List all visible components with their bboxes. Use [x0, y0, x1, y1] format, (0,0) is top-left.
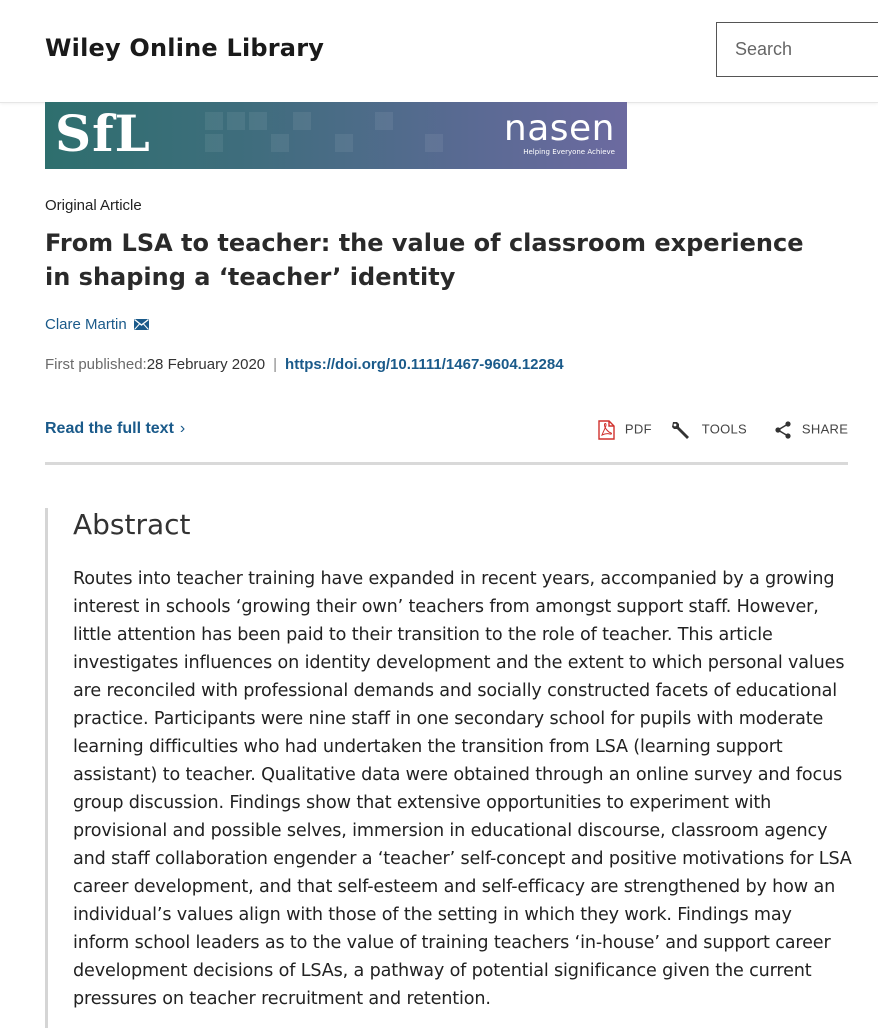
read-full-text-link[interactable] — [45, 420, 185, 438]
search-input[interactable] — [717, 23, 878, 76]
share-icon — [774, 421, 802, 436]
doi-link[interactable]: https://doi.org/10.1111/1467-9604.12284 — [285, 356, 564, 373]
share-button[interactable] — [774, 420, 848, 440]
pdf-icon — [598, 421, 625, 436]
site-header — [0, 0, 878, 103]
publisher-logo: nasen — [503, 108, 615, 149]
tools-button[interactable] — [670, 420, 747, 440]
search-box[interactable] — [716, 22, 878, 77]
pdf-label: PDF — [624, 421, 652, 437]
chevron-right-icon: › — [179, 420, 186, 437]
read-full-text-label: Read the full text — [45, 420, 174, 437]
site-logo[interactable]: Wiley Online Library — [45, 34, 325, 62]
article-type: Original Article — [45, 197, 142, 214]
abstract-text: Routes into teacher training have expanded in recent years, accompanied by a growing interest in schools ‘growing their own’ teachers from amongst support staff. However, little attention has been paid to their transition to the role of teacher. This article investigates influences on identity development and the extent to which personal values are reconciled with professional demands and socially constructed facets of educational practice. Participants were nine staff in one secondary school for pupils with moderate learning difficulties who had undertaken the transition from LSA (learning support assistant) to teacher. Qualitative data were obtained through an online survey and focus group discussion. Findings show that extensive opportunities to experiment with provisional and possible selves, immersion in educational discourse, classroom agency and staff collaboration engender a ‘teacher’ self-concept and positive motivations for LSA career development, and that self-esteem and self-efficacy are strengthened by how an individual’s values align with those of the setting in which they work. Findings may inform school leaders as to the value of training teachers ‘in-house’ and support career development decisions of LSAs, a pathway of potential significance given the current pressures on teacher recruitment and retention. — [73, 569, 852, 1009]
published-label: First published: — [45, 356, 147, 373]
published-date: 28 February 2020 — [146, 356, 266, 373]
mail-icon[interactable] — [134, 317, 149, 334]
divider — [45, 462, 848, 465]
abstract-border — [45, 508, 48, 1028]
article-title: From LSA to teacher: the value of classroom experience in shaping a ‘teacher’ identity — [45, 229, 804, 291]
journal-logo: SfL — [55, 104, 151, 163]
tools-label: TOOLS — [701, 421, 748, 437]
publisher-tagline: Helping Everyone Achieve — [523, 148, 615, 156]
wrench-icon — [670, 421, 702, 436]
journal-banner[interactable] — [45, 102, 627, 169]
pdf-button[interactable] — [598, 420, 652, 440]
share-label: SHARE — [801, 421, 849, 437]
abstract-heading: Abstract — [73, 508, 191, 541]
separator: | — [273, 356, 278, 373]
author-name[interactable]: Clare Martin — [45, 316, 127, 333]
author — [45, 316, 149, 334]
publication-info — [45, 356, 564, 373]
